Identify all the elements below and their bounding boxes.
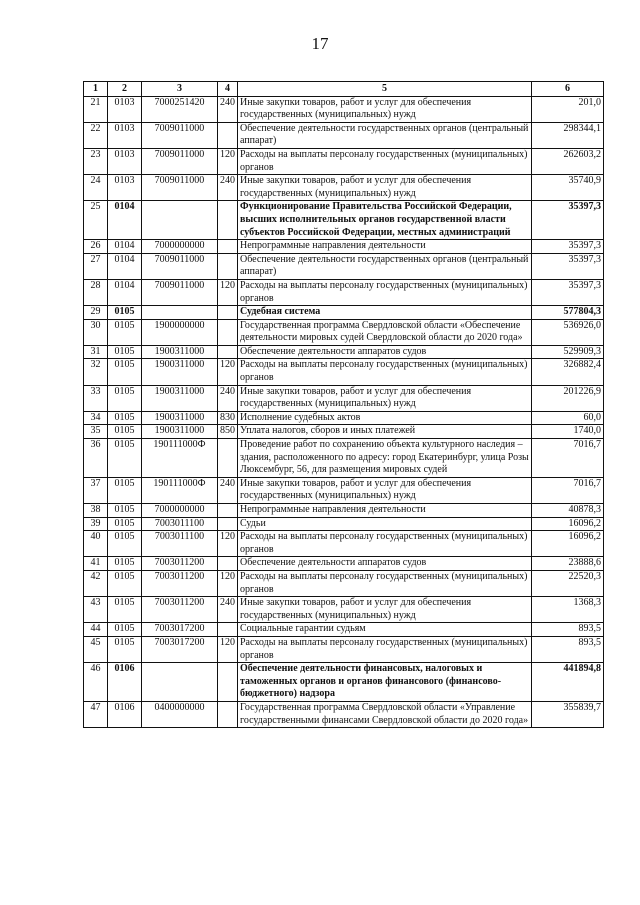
expense-type-code <box>218 517 238 531</box>
expense-type-code <box>218 623 238 637</box>
row-number: 29 <box>84 306 108 320</box>
table-row <box>84 279 604 305</box>
row-amount: 16096,2 <box>532 517 604 531</box>
row-description: Проведение работ по сохранению объекта культурного наследия – здания, расположенного по адресу: город Екатеринбург, улица Розы Люксембург, 56, для размещения мировых судей <box>238 439 532 478</box>
row-number: 45 <box>84 636 108 662</box>
header-col-6: 6 <box>532 82 604 97</box>
row-number: 26 <box>84 240 108 254</box>
row-amount: 262603,2 <box>532 148 604 174</box>
row-amount: 22520,3 <box>532 570 604 596</box>
expense-type-code <box>218 306 238 320</box>
row-number: 35 <box>84 425 108 439</box>
target-article-code: 7003017200 <box>142 636 218 662</box>
expense-type-code: 240 <box>218 385 238 411</box>
row-number: 31 <box>84 345 108 359</box>
expense-type-code: 120 <box>218 570 238 596</box>
row-number: 46 <box>84 663 108 702</box>
expense-type-code: 830 <box>218 411 238 425</box>
header-col-1: 1 <box>84 82 108 97</box>
row-number: 41 <box>84 557 108 571</box>
row-description: Расходы на выплаты персоналу государственных (муниципальных) органов <box>238 636 532 662</box>
target-article-code: 1900000000 <box>142 319 218 345</box>
row-description: Государственная программа Свердловской области «Управление государственными финансами Свердловской области до 2020 года» <box>238 701 532 727</box>
row-amount: 40878,3 <box>532 504 604 518</box>
row-number: 43 <box>84 597 108 623</box>
section-code: 0105 <box>108 345 142 359</box>
table-row <box>84 597 604 623</box>
table-row <box>84 439 604 478</box>
row-description: Иные закупки товаров, работ и услуг для обеспечения государственных (муниципальных) нужд <box>238 385 532 411</box>
row-amount: 1368,3 <box>532 597 604 623</box>
expense-type-code <box>218 663 238 702</box>
row-number: 28 <box>84 279 108 305</box>
table-row <box>84 663 604 702</box>
table-row <box>84 148 604 174</box>
row-description: Обеспечение деятельности аппаратов судов <box>238 557 532 571</box>
table-row <box>84 240 604 254</box>
target-article-code: 7003011200 <box>142 597 218 623</box>
table-row <box>84 557 604 571</box>
target-article-code: 7009011000 <box>142 122 218 148</box>
row-description: Государственная программа Свердловской области «Обеспечение деятельности мировых судей Свердловской области до 2020 года» <box>238 319 532 345</box>
table-row <box>84 425 604 439</box>
table-row <box>84 477 604 503</box>
target-article-code <box>142 663 218 702</box>
expense-type-code: 240 <box>218 175 238 201</box>
expense-type-code: 120 <box>218 636 238 662</box>
expense-type-code: 240 <box>218 597 238 623</box>
table-row <box>84 201 604 240</box>
row-description: Обеспечение деятельности государственных органов (центральный аппарат) <box>238 122 532 148</box>
row-number: 42 <box>84 570 108 596</box>
expense-type-code <box>218 240 238 254</box>
target-article-code: 1900311000 <box>142 345 218 359</box>
row-amount: 7016,7 <box>532 439 604 478</box>
table-row <box>84 570 604 596</box>
section-code: 0105 <box>108 425 142 439</box>
expense-type-code <box>218 557 238 571</box>
section-code: 0104 <box>108 279 142 305</box>
section-code: 0105 <box>108 385 142 411</box>
row-description: Социальные гарантии судьям <box>238 623 532 637</box>
expense-type-code: 850 <box>218 425 238 439</box>
target-article-code: 7000251420 <box>142 96 218 122</box>
target-article-code: 7009011000 <box>142 279 218 305</box>
page-number: 17 <box>311 34 329 53</box>
row-description: Расходы на выплаты персоналу государственных (муниципальных) органов <box>238 359 532 385</box>
row-amount: 441894,8 <box>532 663 604 702</box>
target-article-code: 7000000000 <box>142 240 218 254</box>
row-description: Функционирование Правительства Российской Федерации, высших исполнительных органов государственной власти субъектов Российской Федерации, местных администраций <box>238 201 532 240</box>
section-code: 0105 <box>108 504 142 518</box>
table-row <box>84 385 604 411</box>
expense-type-code: 240 <box>218 96 238 122</box>
section-code: 0106 <box>108 701 142 727</box>
target-article-code: 1900311000 <box>142 359 218 385</box>
section-code: 0105 <box>108 517 142 531</box>
row-amount: 35397,3 <box>532 201 604 240</box>
section-code: 0105 <box>108 623 142 637</box>
target-article-code: 7009011000 <box>142 175 218 201</box>
section-code: 0105 <box>108 477 142 503</box>
header-col-4: 4 <box>218 82 238 97</box>
row-description: Расходы на выплаты персоналу государственных (муниципальных) органов <box>238 148 532 174</box>
target-article-code: 7000000000 <box>142 504 218 518</box>
row-description: Обеспечение деятельности государственных органов (центральный аппарат) <box>238 253 532 279</box>
target-article-code: 1900311000 <box>142 411 218 425</box>
row-number: 39 <box>84 517 108 531</box>
table-row <box>84 345 604 359</box>
section-code: 0105 <box>108 359 142 385</box>
row-amount: 23888,6 <box>532 557 604 571</box>
section-code: 0103 <box>108 122 142 148</box>
target-article-code: 1900311000 <box>142 425 218 439</box>
row-number: 30 <box>84 319 108 345</box>
target-article-code: 0400000000 <box>142 701 218 727</box>
table-row <box>84 175 604 201</box>
row-description: Уплата налогов, сборов и иных платежей <box>238 425 532 439</box>
section-code: 0105 <box>108 411 142 425</box>
table-row <box>84 319 604 345</box>
row-number: 23 <box>84 148 108 174</box>
row-description: Иные закупки товаров, работ и услуг для обеспечения государственных (муниципальных) нужд <box>238 175 532 201</box>
row-description: Иные закупки товаров, работ и услуг для обеспечения государственных (муниципальных) нужд <box>238 96 532 122</box>
row-number: 38 <box>84 504 108 518</box>
target-article-code: 7009011000 <box>142 148 218 174</box>
row-amount: 35397,3 <box>532 279 604 305</box>
row-amount: 60,0 <box>532 411 604 425</box>
section-code: 0105 <box>108 531 142 557</box>
row-description: Непрограммные направления деятельности <box>238 240 532 254</box>
row-amount: 577804,3 <box>532 306 604 320</box>
table-row <box>84 253 604 279</box>
row-amount: 298344,1 <box>532 122 604 148</box>
target-article-code: 7009011000 <box>142 253 218 279</box>
section-code: 0105 <box>108 439 142 478</box>
expense-type-code <box>218 439 238 478</box>
target-article-code: 7003011100 <box>142 531 218 557</box>
expense-type-code <box>218 201 238 240</box>
table-row <box>84 359 604 385</box>
row-amount: 35397,3 <box>532 240 604 254</box>
row-amount: 16096,2 <box>532 531 604 557</box>
target-article-code: 1900311000 <box>142 385 218 411</box>
row-description: Расходы на выплаты персоналу государственных (муниципальных) органов <box>238 531 532 557</box>
row-number: 25 <box>84 201 108 240</box>
target-article-code <box>142 306 218 320</box>
section-code: 0103 <box>108 175 142 201</box>
section-code: 0103 <box>108 96 142 122</box>
target-article-code: 7003011200 <box>142 557 218 571</box>
table-row <box>84 517 604 531</box>
table-row <box>84 504 604 518</box>
row-number: 24 <box>84 175 108 201</box>
row-description: Обеспечение деятельности аппаратов судов <box>238 345 532 359</box>
table-body <box>84 96 604 728</box>
row-amount: 35740,9 <box>532 175 604 201</box>
table-header-row <box>84 82 604 97</box>
row-number: 44 <box>84 623 108 637</box>
target-article-code: 7003017200 <box>142 623 218 637</box>
target-article-code: 7003011100 <box>142 517 218 531</box>
row-amount: 893,5 <box>532 623 604 637</box>
header-col-3: 3 <box>142 82 218 97</box>
row-amount: 893,5 <box>532 636 604 662</box>
row-number: 33 <box>84 385 108 411</box>
expense-type-code: 120 <box>218 148 238 174</box>
row-number: 47 <box>84 701 108 727</box>
row-amount: 536926,0 <box>532 319 604 345</box>
section-code: 0106 <box>108 663 142 702</box>
row-number: 34 <box>84 411 108 425</box>
row-description: Судьи <box>238 517 532 531</box>
row-description: Исполнение судебных актов <box>238 411 532 425</box>
expense-type-code <box>218 701 238 727</box>
section-code: 0105 <box>108 570 142 596</box>
row-amount: 529909,3 <box>532 345 604 359</box>
expense-type-code <box>218 122 238 148</box>
row-number: 32 <box>84 359 108 385</box>
section-code: 0103 <box>108 148 142 174</box>
header-col-2: 2 <box>108 82 142 97</box>
header-col-5: 5 <box>238 82 532 97</box>
target-article-code: 7003011200 <box>142 570 218 596</box>
section-code: 0105 <box>108 636 142 662</box>
section-code: 0104 <box>108 240 142 254</box>
row-amount: 355839,7 <box>532 701 604 727</box>
budget-table <box>83 81 604 728</box>
row-number: 27 <box>84 253 108 279</box>
table-row <box>84 306 604 320</box>
expense-type-code: 120 <box>218 531 238 557</box>
row-amount: 7016,7 <box>532 477 604 503</box>
row-description: Обеспечение деятельности финансовых, налоговых и таможенных органов и органов финансового (финансово-бюджетного) надзора <box>238 663 532 702</box>
expense-type-code <box>218 504 238 518</box>
table-row <box>84 96 604 122</box>
row-amount: 201,0 <box>532 96 604 122</box>
target-article-code <box>142 201 218 240</box>
table-row <box>84 636 604 662</box>
target-article-code: 190111000Ф <box>142 477 218 503</box>
row-number: 37 <box>84 477 108 503</box>
row-description: Непрограммные направления деятельности <box>238 504 532 518</box>
row-amount: 201226,9 <box>532 385 604 411</box>
table-row <box>84 623 604 637</box>
row-number: 36 <box>84 439 108 478</box>
row-number: 21 <box>84 96 108 122</box>
table-row <box>84 122 604 148</box>
expense-type-code: 120 <box>218 279 238 305</box>
expense-type-code: 120 <box>218 359 238 385</box>
expense-type-code <box>218 319 238 345</box>
expense-type-code <box>218 345 238 359</box>
section-code: 0105 <box>108 597 142 623</box>
expense-type-code: 240 <box>218 477 238 503</box>
section-code: 0105 <box>108 557 142 571</box>
row-number: 40 <box>84 531 108 557</box>
section-code: 0104 <box>108 201 142 240</box>
table-row <box>84 531 604 557</box>
section-code: 0104 <box>108 253 142 279</box>
row-description: Расходы на выплаты персоналу государственных (муниципальных) органов <box>238 570 532 596</box>
expense-type-code <box>218 253 238 279</box>
section-code: 0105 <box>108 306 142 320</box>
row-amount: 35397,3 <box>532 253 604 279</box>
row-number: 22 <box>84 122 108 148</box>
row-amount: 326882,4 <box>532 359 604 385</box>
row-description: Расходы на выплаты персоналу государственных (муниципальных) органов <box>238 279 532 305</box>
section-code: 0105 <box>108 319 142 345</box>
row-description: Иные закупки товаров, работ и услуг для обеспечения государственных (муниципальных) нужд <box>238 597 532 623</box>
table-row <box>84 411 604 425</box>
row-description: Иные закупки товаров, работ и услуг для обеспечения государственных (муниципальных) нужд <box>238 477 532 503</box>
table-row <box>84 701 604 727</box>
row-amount: 1740,0 <box>532 425 604 439</box>
row-description: Судебная система <box>238 306 532 320</box>
target-article-code: 190111000Ф <box>142 439 218 478</box>
